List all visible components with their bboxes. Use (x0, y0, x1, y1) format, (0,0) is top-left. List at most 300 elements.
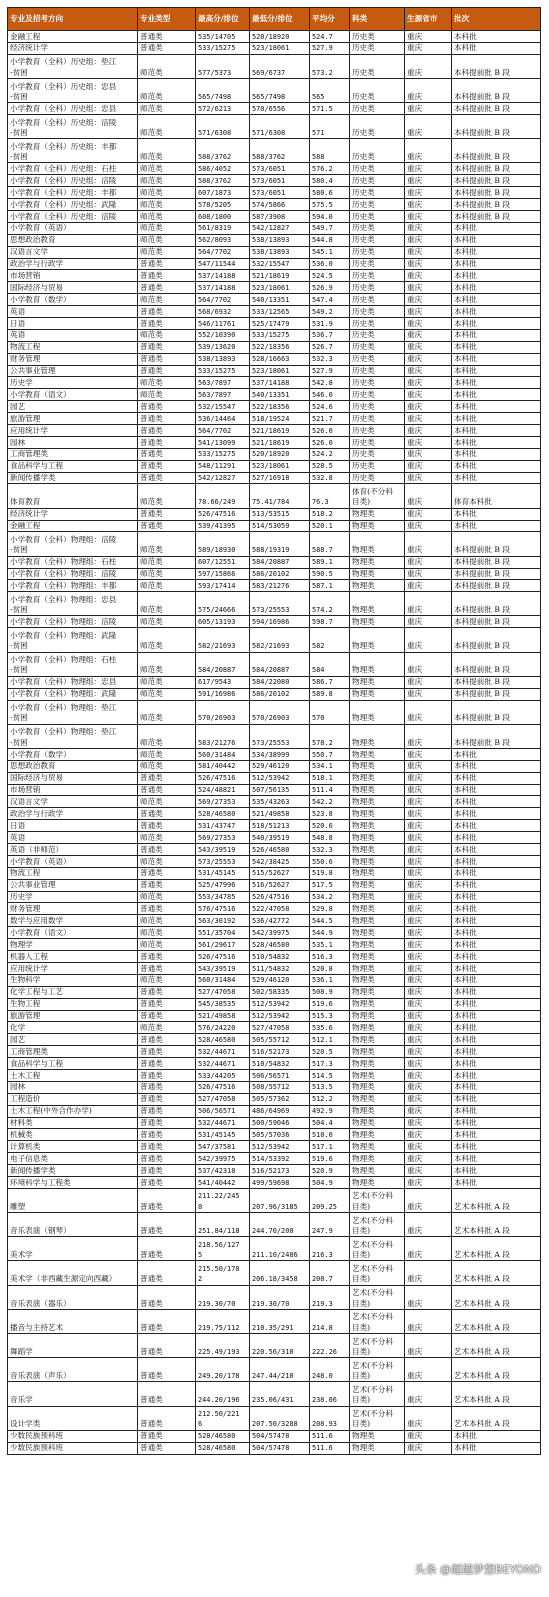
cell-major-type: 普通类 (138, 1141, 196, 1153)
cell-min-score-rank: 532/15547 (250, 258, 310, 270)
cell-major: 小学教育（全科）物理组：涪陵 (8, 568, 138, 580)
cell-min-score-rank: 535/43263 (250, 796, 310, 808)
table-row (8, 592, 541, 616)
cell-average-score: 512.2 (310, 1093, 350, 1105)
cell-major-type: 师范类 (138, 974, 196, 986)
cell-average-score: 582 (310, 628, 350, 652)
cell-min-score-rank: 510/54832 (250, 1058, 310, 1070)
table-row (8, 341, 541, 353)
cell-average-score: 510.0 (310, 1129, 350, 1141)
table-row (8, 139, 541, 163)
cell-subject-category: 历史类 (350, 175, 405, 187)
cell-batch: 本科批 (452, 986, 541, 998)
cell-min-score-rank: 586/20102 (250, 568, 310, 580)
cell-major: 小学教育（全科）物理组：垫江 -贫困 (8, 724, 138, 748)
cell-average-score: 587.1 (310, 580, 350, 592)
cell-max-score-rank: 537/14188 (196, 270, 250, 282)
cell-major-type: 师范类 (138, 688, 196, 700)
cell-average-score: 574.2 (310, 592, 350, 616)
cell-major-type: 师范类 (138, 568, 196, 580)
cell-subject-category: 历史类 (350, 199, 405, 211)
cell-batch: 本科批 (452, 1141, 541, 1153)
cell-province: 重庆 (405, 1153, 452, 1165)
cell-batch: 本科批 (452, 1176, 541, 1188)
cell-average-score: 544.8 (310, 234, 350, 246)
cell-subject-category: 历史类 (350, 163, 405, 175)
cell-major-type: 普通类 (138, 1093, 196, 1105)
cell-subject-category: 物理类 (350, 724, 405, 748)
cell-subject-category: 物理类 (350, 592, 405, 616)
cell-major: 食品科学与工程 (8, 460, 138, 472)
cell-min-score-rank: 207.96/3185 (250, 1188, 310, 1212)
cell-max-score-rank: 584/20887 (196, 652, 250, 676)
cell-province: 重庆 (405, 1176, 452, 1188)
cell-min-score-rank: 220.56/310 (250, 1333, 310, 1357)
cell-major: 小学教育（全科）物理组：武隆 (8, 688, 138, 700)
cell-province: 重庆 (405, 592, 452, 616)
table-row (8, 1333, 541, 1357)
cell-subject-category: 物理类 (350, 580, 405, 592)
cell-max-score-rank: 569/27353 (196, 832, 250, 844)
cell-max-score-rank: 572/6213 (196, 103, 250, 115)
cell-major-type: 师范类 (138, 54, 196, 78)
cell-average-score: 76.3 (310, 484, 350, 508)
cell-subject-category: 物理类 (350, 676, 405, 688)
cell-major-type: 普通类 (138, 1046, 196, 1058)
cell-subject-category: 历史类 (350, 115, 405, 139)
cell-batch: 本科批 (452, 1117, 541, 1129)
table-row (8, 1010, 541, 1022)
cell-batch: 本科批 (452, 389, 541, 401)
cell-max-score-rank: 589/18930 (196, 532, 250, 556)
cell-average-score: 535.1 (310, 939, 350, 951)
cell-major-type: 普通类 (138, 879, 196, 891)
cell-major-type: 普通类 (138, 1406, 196, 1430)
cell-max-score-rank: 582/21693 (196, 628, 250, 652)
cell-average-score: 208.93 (310, 1406, 350, 1430)
cell-batch: 本科批 (452, 1034, 541, 1046)
cell-batch: 本科批 (452, 401, 541, 413)
cell-major-type: 普通类 (138, 1129, 196, 1141)
cell-subject-category: 历史类 (350, 436, 405, 448)
cell-max-score-rank: 526/47516 (196, 772, 250, 784)
table-row (8, 760, 541, 772)
cell-major: 小学教育（全科）历史组：忠县 -贫困 (8, 78, 138, 102)
cell-major-type: 普通类 (138, 820, 196, 832)
cell-min-score-rank: 518/51213 (250, 820, 310, 832)
cell-subject-category: 物理类 (350, 1081, 405, 1093)
cell-batch: 本科批 (452, 460, 541, 472)
cell-batch: 本科批 (452, 329, 541, 341)
cell-province: 重庆 (405, 389, 452, 401)
cell-subject-category: 历史类 (350, 78, 405, 102)
cell-subject-category: 物理类 (350, 532, 405, 556)
cell-average-score: 511.6 (310, 1442, 350, 1454)
table-row (8, 401, 541, 413)
cell-major: 少数民族预科班 (8, 1442, 138, 1454)
cell-major: 园林 (8, 1081, 138, 1093)
cell-max-score-rank: 591/16986 (196, 688, 250, 700)
cell-max-score-rank: 583/21276 (196, 724, 250, 748)
cell-batch: 本科批 (452, 951, 541, 963)
cell-batch: 本科提前批 B 段 (452, 568, 541, 580)
cell-min-score-rank: 571/6308 (250, 115, 310, 139)
cell-province: 重庆 (405, 1358, 452, 1382)
cell-average-score: 517.3 (310, 1058, 350, 1070)
table-row (8, 974, 541, 986)
cell-subject-category: 物理类 (350, 628, 405, 652)
cell-province: 重庆 (405, 1081, 452, 1093)
cell-major-type: 普通类 (138, 1188, 196, 1212)
table-row (8, 1117, 541, 1129)
cell-average-score: 511.6 (310, 1430, 350, 1442)
cell-major-type: 普通类 (138, 1358, 196, 1382)
cell-max-score-rank: 577/5373 (196, 54, 250, 78)
cell-major-type: 师范类 (138, 700, 196, 724)
cell-province: 重庆 (405, 448, 452, 460)
table-row (8, 784, 541, 796)
cell-major: 小学教育（语文） (8, 389, 138, 401)
cell-batch: 本科批 (452, 1430, 541, 1442)
cell-min-score-rank: 565/7498 (250, 78, 310, 102)
cell-province: 重庆 (405, 210, 452, 222)
cell-major: 小学教育（全科）物理组：忠县 -贫困 (8, 592, 138, 616)
cell-min-score-rank: 514/53392 (250, 1153, 310, 1165)
cell-average-score: 534.1 (310, 760, 350, 772)
cell-batch: 本科批 (452, 318, 541, 330)
cell-province: 重庆 (405, 78, 452, 102)
cell-major: 体育教育 (8, 484, 138, 508)
cell-max-score-rank: 215.50/170 2 (196, 1261, 250, 1285)
cell-min-score-rank: 507/56135 (250, 784, 310, 796)
cell-average-score: 518.2 (310, 508, 350, 520)
cell-province: 重庆 (405, 903, 452, 915)
cell-batch: 本科提前批 B 段 (452, 616, 541, 628)
cell-average-score: 589.1 (310, 556, 350, 568)
cell-batch: 本科批 (452, 508, 541, 520)
cell-average-score: 578.2 (310, 724, 350, 748)
table-row (8, 844, 541, 856)
cell-major: 小学教育（全科）历史组：忠县 (8, 103, 138, 115)
cell-average-score: 584 (310, 652, 350, 676)
table-row (8, 1081, 541, 1093)
cell-major-type: 师范类 (138, 580, 196, 592)
cell-subject-category: 历史类 (350, 413, 405, 425)
cell-average-score: 580.4 (310, 175, 350, 187)
cell-subject-category: 物理类 (350, 1153, 405, 1165)
cell-min-score-rank: 583/21276 (250, 580, 310, 592)
cell-major-type: 普通类 (138, 1058, 196, 1070)
table-row (8, 748, 541, 760)
cell-major: 美术学（非西藏生源定向西藏） (8, 1261, 138, 1285)
cell-batch: 本科提前批 B 段 (452, 199, 541, 211)
cell-subject-category: 物理类 (350, 915, 405, 927)
table-row (8, 1105, 541, 1117)
cell-subject-category: 物理类 (350, 1165, 405, 1177)
cell-subject-category: 物理类 (350, 820, 405, 832)
table-row (8, 508, 541, 520)
cell-major: 小学教育（数学） (8, 294, 138, 306)
cell-province: 重庆 (405, 472, 452, 484)
cell-batch: 体育本科批 (452, 484, 541, 508)
table-row (8, 1213, 541, 1237)
cell-province: 重庆 (405, 365, 452, 377)
cell-province: 重庆 (405, 306, 452, 318)
cell-subject-category: 历史类 (350, 258, 405, 270)
cell-batch: 本科批 (452, 306, 541, 318)
cell-major-type: 普通类 (138, 282, 196, 294)
cell-subject-category: 历史类 (350, 42, 405, 54)
cell-major: 计算机类 (8, 1141, 138, 1153)
cell-min-score-rank: 520/18920 (250, 448, 310, 460)
cell-major-type: 师范类 (138, 724, 196, 748)
cell-subject-category: 历史类 (350, 353, 405, 365)
cell-max-score-rank: 533/15275 (196, 365, 250, 377)
cell-average-score: 515.3 (310, 1010, 350, 1022)
table-row (8, 556, 541, 568)
cell-batch: 本科批 (452, 1081, 541, 1093)
cell-average-score: 547.4 (310, 294, 350, 306)
cell-batch: 本科批 (452, 772, 541, 784)
cell-batch: 本科批 (452, 282, 541, 294)
cell-min-score-rank: 512/53942 (250, 1141, 310, 1153)
table-row (8, 676, 541, 688)
cell-province: 重庆 (405, 258, 452, 270)
cell-min-score-rank: 522/18356 (250, 341, 310, 353)
cell-major-type: 师范类 (138, 484, 196, 508)
cell-max-score-rank: 569/27353 (196, 796, 250, 808)
cell-subject-category: 历史类 (350, 270, 405, 282)
cell-province: 重庆 (405, 688, 452, 700)
cell-subject-category: 物理类 (350, 760, 405, 772)
cell-batch: 本科批 (452, 472, 541, 484)
cell-major: 政治学与行政学 (8, 808, 138, 820)
cell-major: 工商管理类 (8, 1046, 138, 1058)
cell-average-score: 529.8 (310, 903, 350, 915)
cell-province: 重庆 (405, 246, 452, 258)
cell-province: 重庆 (405, 796, 452, 808)
cell-major: 日语 (8, 820, 138, 832)
cell-subject-category: 历史类 (350, 329, 405, 341)
table-row (8, 939, 541, 951)
cell-province: 重庆 (405, 139, 452, 163)
cell-province: 重庆 (405, 962, 452, 974)
table-row (8, 246, 541, 258)
header-subject-category: 科类 (350, 8, 405, 31)
cell-major: 新闻传播学类 (8, 1165, 138, 1177)
cell-batch: 艺术本科批 A 段 (452, 1188, 541, 1212)
cell-average-score: 519.8 (310, 867, 350, 879)
cell-min-score-rank: 522/18356 (250, 401, 310, 413)
cell-subject-category: 历史类 (350, 187, 405, 199)
cell-major: 雕塑 (8, 1188, 138, 1212)
cell-max-score-rank: 597/15866 (196, 568, 250, 580)
cell-average-score: 598.7 (310, 616, 350, 628)
table-row (8, 867, 541, 879)
cell-max-score-rank: 588/3762 (196, 139, 250, 163)
cell-subject-category: 历史类 (350, 282, 405, 294)
cell-major-type: 师范类 (138, 652, 196, 676)
cell-province: 重庆 (405, 974, 452, 986)
cell-major: 经济统计学 (8, 508, 138, 520)
cell-major: 小学教育（英语） (8, 855, 138, 867)
cell-average-score: 504.9 (310, 1176, 350, 1188)
cell-max-score-rank: 532/15547 (196, 401, 250, 413)
cell-province: 重庆 (405, 760, 452, 772)
cell-average-score: 573.2 (310, 54, 350, 78)
cell-batch: 本科提前批 B 段 (452, 688, 541, 700)
cell-batch: 本科批 (452, 436, 541, 448)
cell-major-type: 普通类 (138, 1430, 196, 1442)
cell-province: 重庆 (405, 270, 452, 282)
cell-min-score-rank: 521/18619 (250, 425, 310, 437)
cell-batch: 本科批 (452, 844, 541, 856)
cell-max-score-rank: 539/13620 (196, 341, 250, 353)
cell-min-score-rank: 513/53515 (250, 508, 310, 520)
cell-average-score: 238.06 (310, 1382, 350, 1406)
table-row (8, 772, 541, 784)
cell-subject-category: 艺术(不分科 目类) (350, 1382, 405, 1406)
cell-average-score: 492.9 (310, 1105, 350, 1117)
cell-province: 重庆 (405, 508, 452, 520)
cell-major-type: 师范类 (138, 103, 196, 115)
admission-score-table (7, 7, 541, 1455)
cell-major-type: 师范类 (138, 222, 196, 234)
cell-major-type: 普通类 (138, 1165, 196, 1177)
cell-subject-category: 历史类 (350, 389, 405, 401)
cell-subject-category: 物理类 (350, 1117, 405, 1129)
cell-min-score-rank: 540/13351 (250, 294, 310, 306)
cell-major-type: 师范类 (138, 760, 196, 772)
cell-batch: 本科批 (452, 915, 541, 927)
table-row (8, 448, 541, 460)
cell-province: 重庆 (405, 294, 452, 306)
cell-province: 重庆 (405, 1058, 452, 1070)
cell-subject-category: 物理类 (350, 1442, 405, 1454)
cell-major-type: 师范类 (138, 78, 196, 102)
cell-major: 英语 (8, 306, 138, 318)
cell-min-score-rank: 570/26903 (250, 700, 310, 724)
cell-major: 播音与主持艺术 (8, 1309, 138, 1333)
table-row (8, 175, 541, 187)
table-row (8, 1058, 541, 1070)
cell-average-score: 527.9 (310, 365, 350, 377)
cell-min-score-rank: 533/15275 (250, 329, 310, 341)
cell-subject-category: 物理类 (350, 962, 405, 974)
cell-major-type: 普通类 (138, 986, 196, 998)
cell-subject-category: 历史类 (350, 222, 405, 234)
cell-batch: 本科批 (452, 1058, 541, 1070)
cell-major-type: 普通类 (138, 1309, 196, 1333)
cell-average-score: 514.5 (310, 1069, 350, 1081)
cell-min-score-rank: 516/52173 (250, 1046, 310, 1058)
cell-min-score-rank: 206.18/3458 (250, 1261, 310, 1285)
cell-province: 重庆 (405, 460, 452, 472)
cell-min-score-rank: 573/6051 (250, 187, 310, 199)
cell-batch: 本科提前批 B 段 (452, 700, 541, 724)
cell-major-type: 普通类 (138, 520, 196, 532)
cell-subject-category: 物理类 (350, 700, 405, 724)
table-row (8, 234, 541, 246)
cell-subject-category: 艺术(不分科 目类) (350, 1309, 405, 1333)
cell-average-score: 512.1 (310, 1034, 350, 1046)
cell-major: 思想政治教育 (8, 760, 138, 772)
cell-max-score-rank: 537/14188 (196, 282, 250, 294)
cell-min-score-rank: 523/18061 (250, 365, 310, 377)
cell-subject-category: 物理类 (350, 903, 405, 915)
cell-major: 数学与应用数学 (8, 915, 138, 927)
cell-province: 重庆 (405, 1165, 452, 1177)
cell-major-type: 普通类 (138, 365, 196, 377)
cell-province: 重庆 (405, 652, 452, 676)
table-row (8, 998, 541, 1010)
cell-max-score-rank: 526/47516 (196, 951, 250, 963)
cell-subject-category: 艺术(不分科 目类) (350, 1333, 405, 1357)
cell-max-score-rank: 244.20/196 (196, 1382, 250, 1406)
table-row (8, 42, 541, 54)
cell-major: 化学 (8, 1022, 138, 1034)
table-row (8, 318, 541, 330)
cell-major-type: 师范类 (138, 939, 196, 951)
cell-min-score-rank: 573/6051 (250, 163, 310, 175)
cell-max-score-rank: 573/25553 (196, 855, 250, 867)
cell-major: 财务管理 (8, 353, 138, 365)
cell-min-score-rank: 510/54832 (250, 951, 310, 963)
cell-max-score-rank: 532/44671 (196, 1046, 250, 1058)
cell-subject-category: 物理类 (350, 772, 405, 784)
table-row (8, 1141, 541, 1153)
cell-province: 重庆 (405, 1069, 452, 1081)
cell-province: 重庆 (405, 103, 452, 115)
cell-max-score-rank: 532/44671 (196, 1117, 250, 1129)
cell-average-score: 526.0 (310, 436, 350, 448)
cell-batch: 本科批 (452, 1093, 541, 1105)
cell-major: 园艺 (8, 401, 138, 413)
cell-max-score-rank: 535/14705 (196, 31, 250, 43)
table-row (8, 258, 541, 270)
cell-max-score-rank: 532/44671 (196, 1058, 250, 1070)
cell-major: 少数民族预科班 (8, 1430, 138, 1442)
cell-min-score-rank: 526/46580 (250, 844, 310, 856)
cell-max-score-rank: 212.50/221 6 (196, 1406, 250, 1430)
cell-major: 音乐表演（钢琴） (8, 1213, 138, 1237)
cell-batch: 艺术本科批 A 段 (452, 1261, 541, 1285)
table-row (8, 903, 541, 915)
cell-batch: 艺术本科批 A 段 (452, 1285, 541, 1309)
cell-max-score-rank: 545/38535 (196, 998, 250, 1010)
table-row (8, 1261, 541, 1285)
cell-max-score-rank: 521/49858 (196, 1010, 250, 1022)
table-row (8, 270, 541, 282)
cell-province: 重庆 (405, 832, 452, 844)
cell-major-type: 师范类 (138, 592, 196, 616)
cell-max-score-rank: 539/41395 (196, 520, 250, 532)
header-min-score-rank: 最低分/排位 (250, 8, 310, 31)
cell-average-score: 571.5 (310, 103, 350, 115)
cell-major: 物理学 (8, 939, 138, 951)
cell-major-type: 师范类 (138, 294, 196, 306)
cell-batch: 本科提前批 B 段 (452, 628, 541, 652)
cell-batch: 本科批 (452, 448, 541, 460)
cell-batch: 本科批 (452, 294, 541, 306)
cell-min-score-rank: 515/52627 (250, 867, 310, 879)
cell-batch: 艺术本科批 A 段 (452, 1382, 541, 1406)
table-row (8, 1176, 541, 1188)
cell-max-score-rank: 543/39519 (196, 962, 250, 974)
cell-batch: 本科批 (452, 234, 541, 246)
cell-max-score-rank: 524/48821 (196, 784, 250, 796)
cell-major: 金融工程 (8, 520, 138, 532)
